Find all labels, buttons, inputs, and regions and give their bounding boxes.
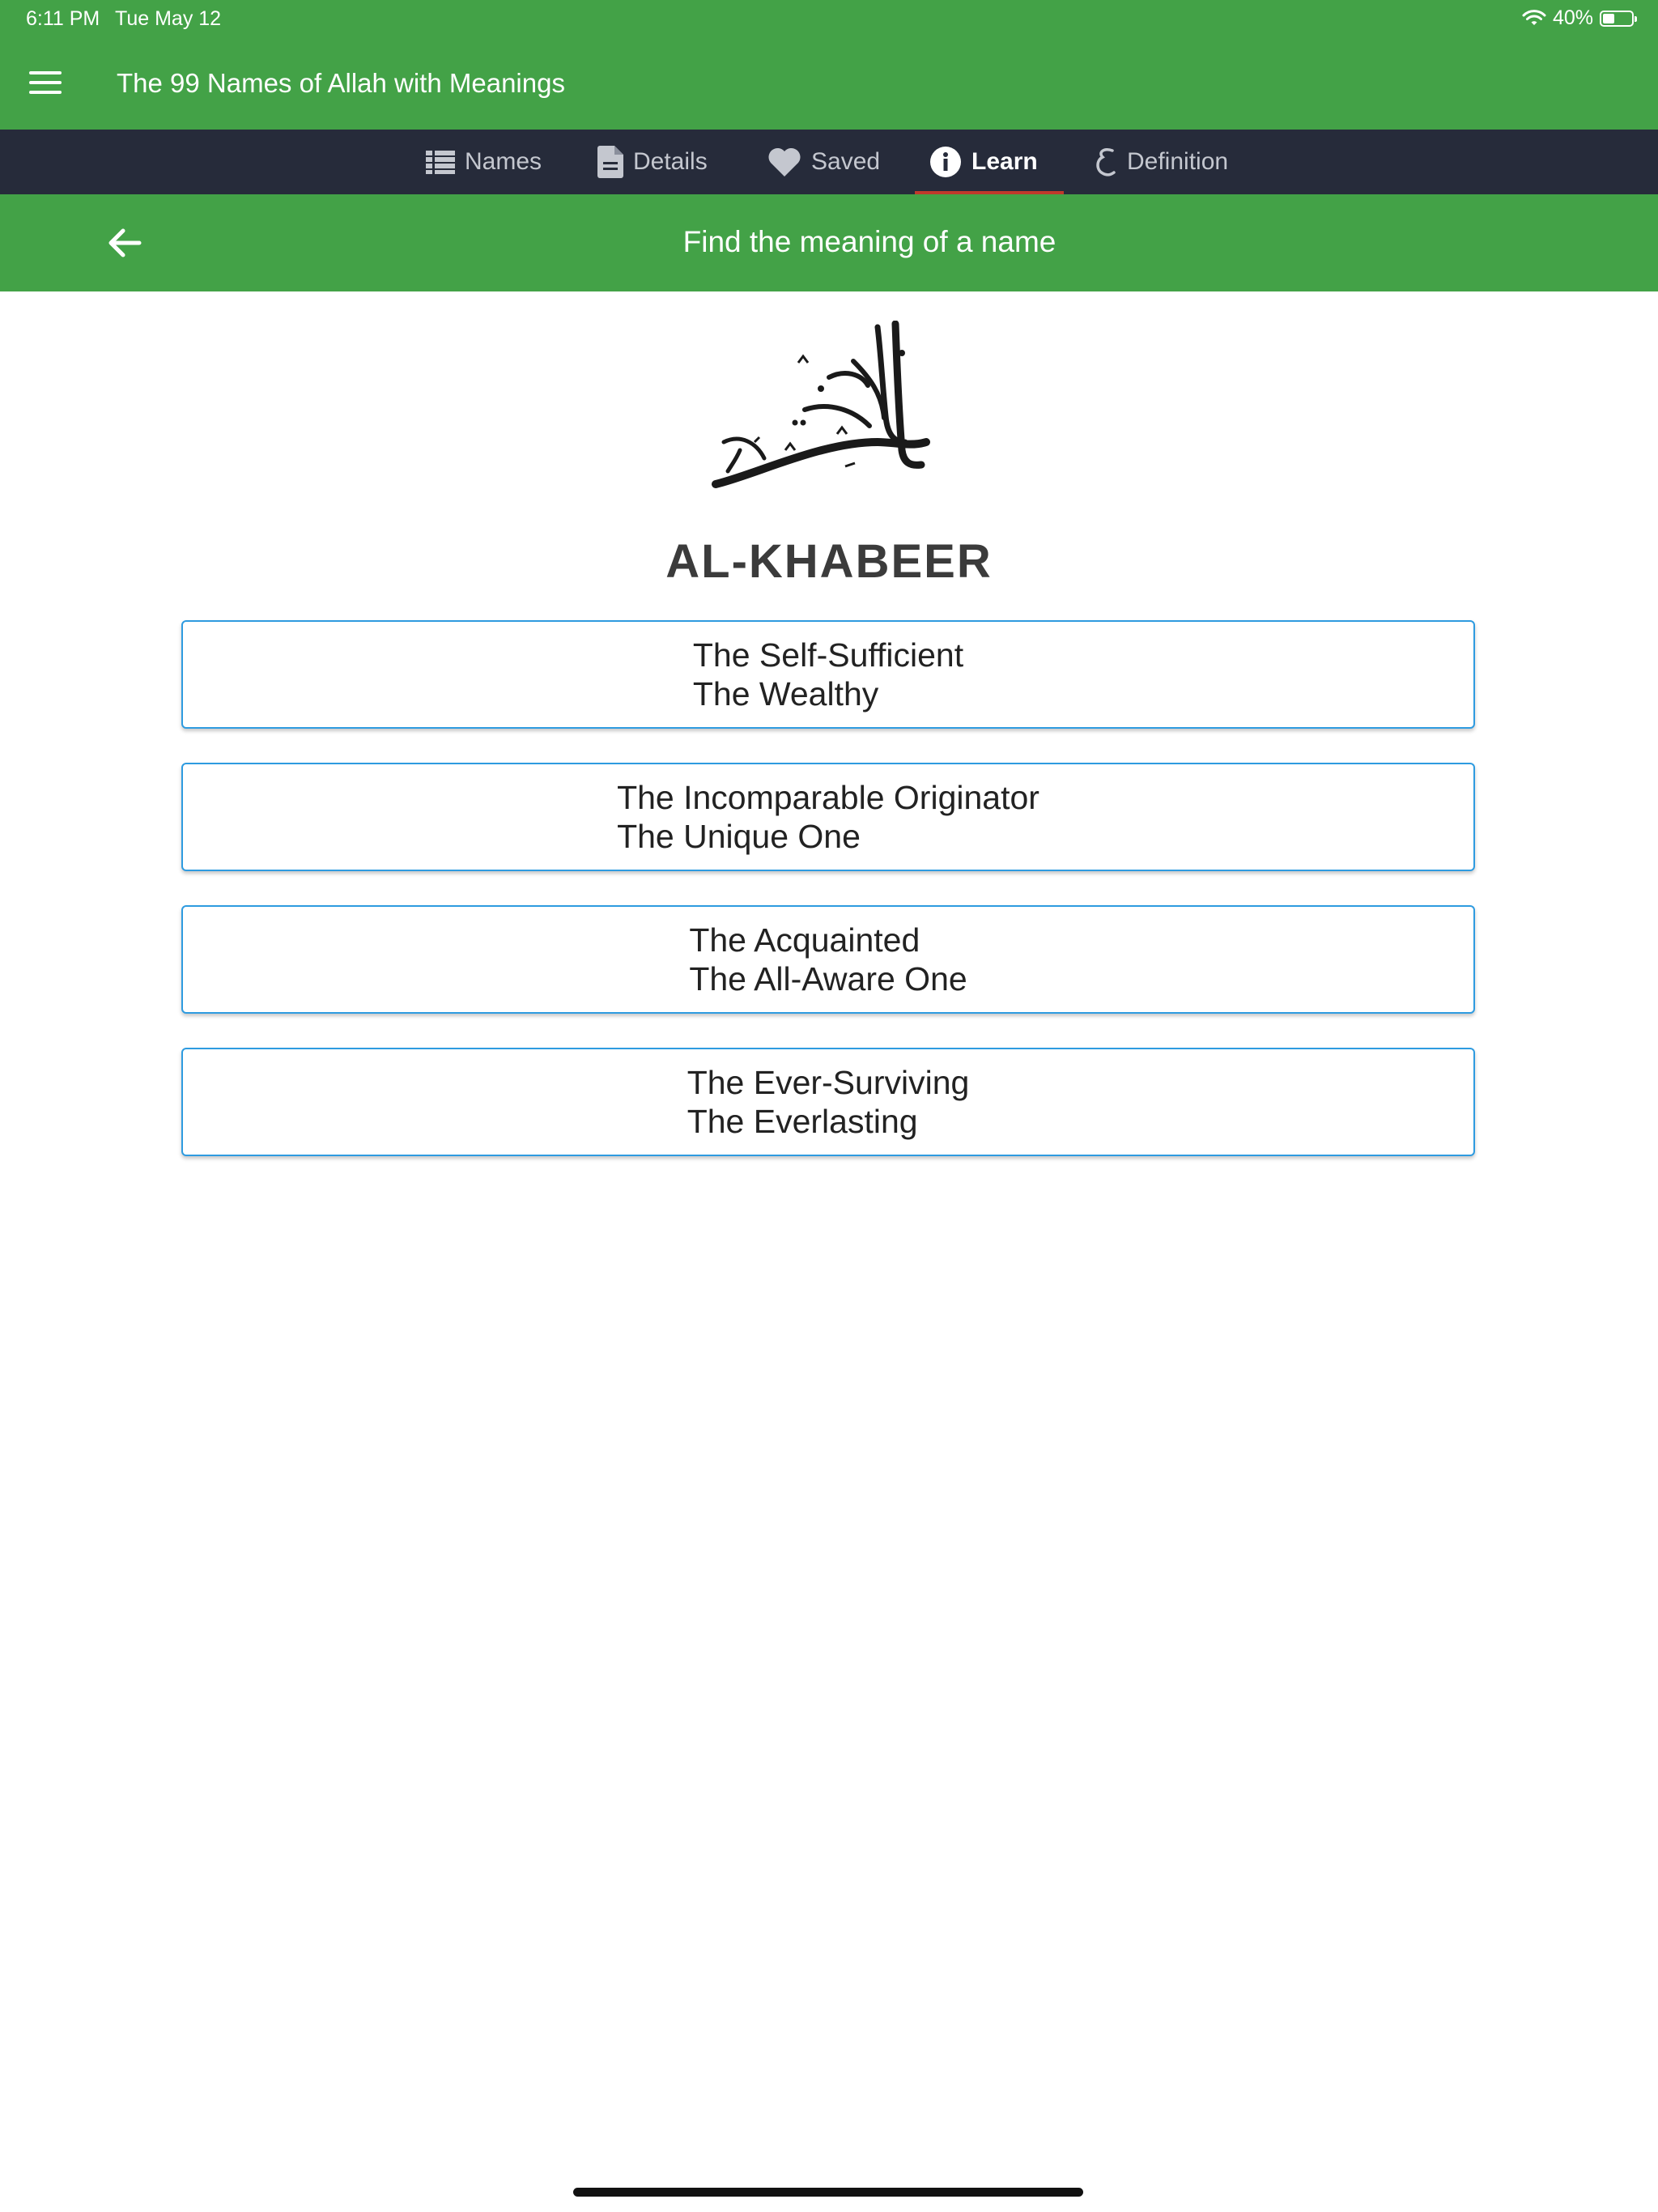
tab-definition-label: Definition — [1127, 148, 1229, 175]
home-indicator — [573, 2188, 1083, 2197]
option-line-1: The Self-Sufficient — [692, 636, 964, 674]
answer-option[interactable] — [181, 1048, 1475, 1156]
answer-option[interactable] — [181, 620, 1475, 729]
tab-definition[interactable] — [1093, 130, 1228, 194]
option-line-2: The Wealthy — [692, 675, 879, 713]
status-bar — [0, 0, 1658, 37]
option-line-1: The Ever-Surviving — [687, 1064, 970, 1101]
list-icon — [426, 150, 455, 174]
tab-names-label: Names — [465, 148, 542, 175]
option-line-2: The Everlasting — [687, 1103, 918, 1140]
answer-option[interactable] — [181, 905, 1475, 1014]
tab-saved[interactable] — [767, 130, 880, 194]
hamburger-menu-icon[interactable] — [29, 71, 62, 96]
app-bar — [0, 37, 1658, 130]
sub-header — [0, 194, 1658, 291]
battery-level — [1603, 14, 1614, 23]
answer-option[interactable] — [181, 763, 1475, 871]
tab-bar — [0, 130, 1658, 194]
sub-header-title: Find the meaning of a name — [682, 225, 1056, 258]
app-title: The 99 Names of Allah with Meanings — [117, 68, 565, 98]
document-icon — [597, 146, 623, 178]
tab-learn-label: Learn — [971, 148, 1038, 175]
tab-details-label: Details — [633, 148, 708, 175]
battery-icon — [1600, 11, 1634, 27]
info-icon — [929, 146, 962, 178]
arabic-calligraphy — [708, 321, 950, 491]
name-heading: AL-KHABEER — [665, 535, 993, 588]
status-time: 6:11 PM — [26, 7, 100, 30]
option-line-2: The All-Aware One — [689, 960, 967, 998]
arabic-letter-icon — [1093, 146, 1117, 178]
option-line-1: The Incomparable Originator — [617, 779, 1039, 816]
option-line-2: The Unique One — [617, 818, 861, 855]
heart-icon — [767, 147, 801, 177]
tab-names[interactable] — [426, 130, 542, 194]
tab-details[interactable] — [597, 130, 708, 194]
option-line-1: The Acquainted — [689, 921, 920, 959]
tab-saved-label: Saved — [811, 148, 881, 175]
battery-percent: 40% — [1552, 6, 1593, 29]
tab-learn[interactable] — [929, 130, 1038, 194]
wifi-icon — [1522, 9, 1546, 28]
status-date: Tue May 12 — [115, 7, 222, 30]
status-right — [1522, 6, 1634, 30]
